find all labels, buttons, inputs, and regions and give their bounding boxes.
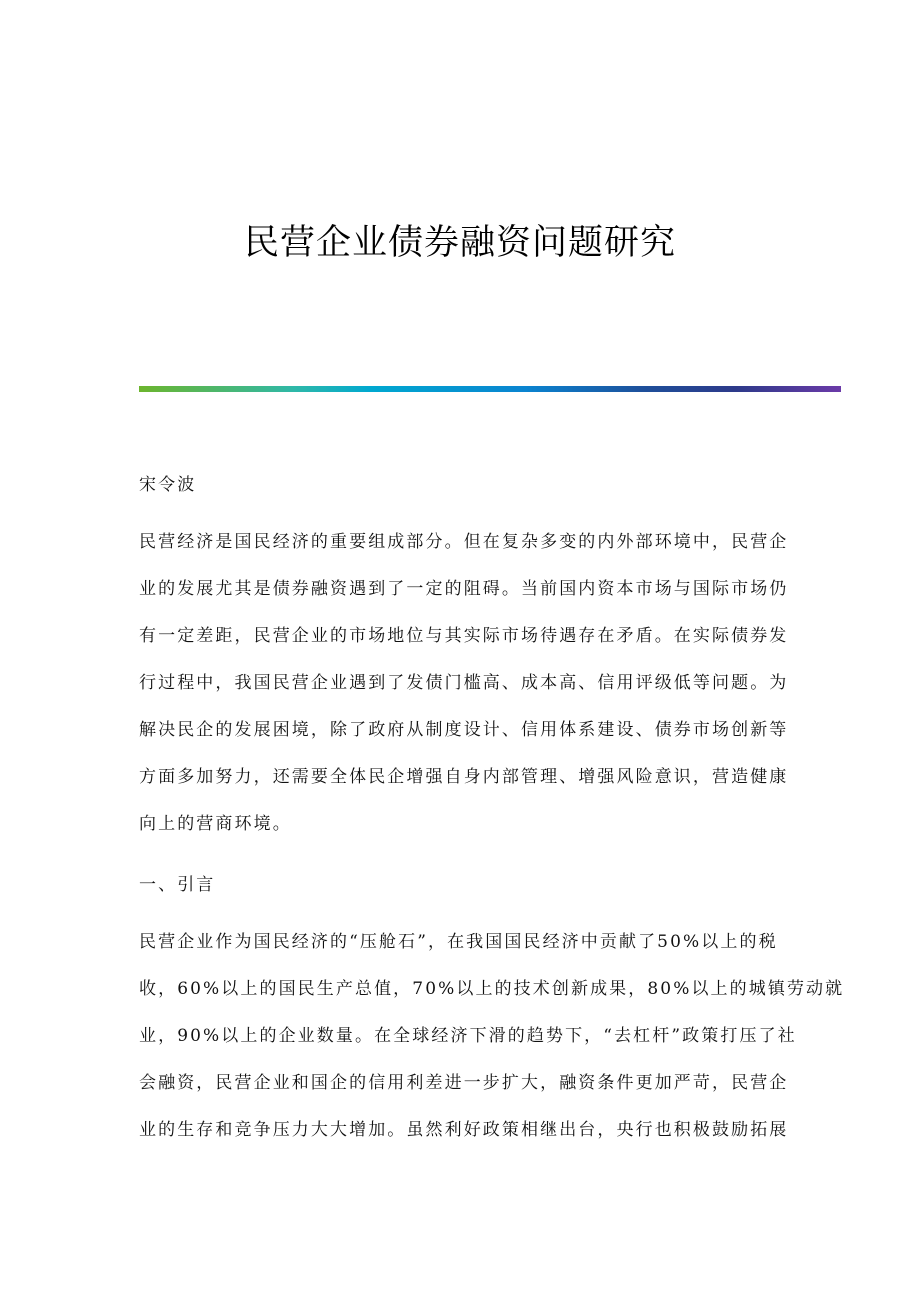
- text-line: 解决民企的发展困境，除了政府从制度设计、信用体系建设、债券市场创新等: [139, 720, 789, 740]
- text-line: 业的生存和竞争压力大大增加。虽然利好政策相继出台，央行也积极鼓励拓展: [139, 1120, 789, 1140]
- text-line: 行过程中，我国民营企业遇到了发债门槛高、成本高、信用评级低等问题。为: [139, 673, 789, 693]
- document-title: 民营企业债券融资问题研究: [243, 223, 676, 263]
- text-line: 业的发展尤其是债券融资遇到了一定的阻碍。当前国内资本市场与国际市场仍: [139, 579, 789, 599]
- text-line: 业，90%以上的企业数量。在全球经济下滑的趋势下，“去杠杆”政策打压了社: [139, 1026, 797, 1046]
- text-line: 收，60%以上的国民生产总值，70%以上的技术创新成果，80%以上的城镇劳动就: [139, 979, 845, 999]
- text-line: 方面多加努力，还需要全体民企增强自身内部管理、增强风险意识，营造健康: [139, 767, 789, 787]
- author: 宋令波: [139, 475, 197, 495]
- text-line: 向上的营商环境。: [139, 814, 292, 834]
- text-line: 民营经济是国民经济的重要组成部分。但在复杂多变的内外部环境中，民营企: [139, 532, 789, 552]
- text-line: 民营企业作为国民经济的“压舱石”，在我国国民经济中贡献了50%以上的税: [139, 932, 778, 952]
- section-heading: 一、引言: [139, 875, 216, 895]
- text-line: 会融资，民营企业和国企的信用利差进一步扩大，融资条件更加严苛，民营企: [139, 1073, 789, 1093]
- text-line: 有一定差距，民营企业的市场地位与其实际市场待遇存在矛盾。在实际债券发: [139, 626, 789, 646]
- title-divider: [139, 386, 841, 392]
